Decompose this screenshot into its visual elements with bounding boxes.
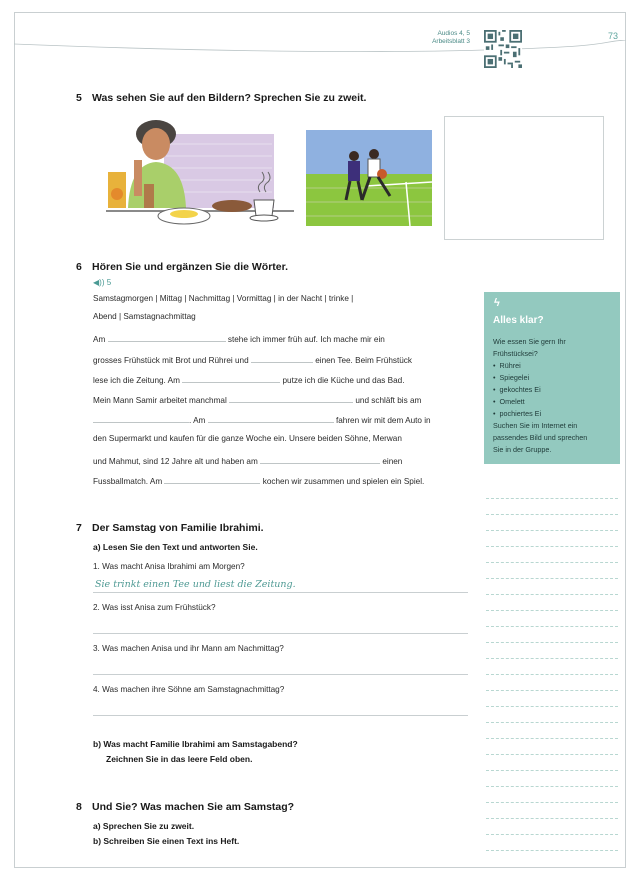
gap-8[interactable] (164, 475, 260, 484)
sidebar-question-2: Frühstücksei? (493, 349, 538, 358)
question-2: 2. Was isst Anisa zum Frühstück? (93, 603, 216, 612)
note-line (486, 498, 618, 499)
note-line (486, 706, 618, 707)
note-line (486, 690, 618, 691)
question-4: 4. Was machen ihre Söhne am Samstagnachmittag? (93, 685, 285, 694)
note-line (486, 738, 618, 739)
exercise-8a-instruction: a) Sprechen Sie zu zweit. (93, 821, 195, 831)
word-bank-line-1: Samstagmorgen | Mittag | Nachmittag | Vormittag | in der Nacht | trinke | (93, 294, 354, 303)
question-3: 3. Was machen Anisa und ihr Mann am Nachmittag? (93, 644, 284, 653)
answer-line-2[interactable] (93, 633, 468, 634)
lightning-icon: ϟ (494, 297, 500, 309)
gap-5[interactable] (93, 414, 189, 423)
gap-2[interactable] (251, 354, 313, 363)
sidebar-list-item: • gekochtes Ei (493, 385, 541, 394)
gap-1[interactable] (108, 333, 226, 342)
audio-reference: Audios 4, 5 Arbeitsblatt 3 (432, 30, 470, 45)
sidebar-title: Alles klar? (493, 315, 544, 326)
note-line (486, 546, 618, 547)
answer-line-3[interactable] (93, 674, 468, 675)
page-number: 73 (607, 31, 618, 41)
gap-4[interactable] (229, 394, 353, 403)
exercise-7b-instruction: b) Was macht Familie Ibrahimi am Samstagabend? (93, 739, 298, 749)
note-line (486, 674, 618, 675)
answer-line-1[interactable] (93, 592, 468, 593)
exercise-7b-instruction-2: Zeichnen Sie in das leere Feld oben. (106, 754, 253, 764)
text-line-8: Fussballmatch. Am kochen wir zusammen und spielen ein Spiel. (93, 477, 425, 486)
note-line (486, 626, 618, 627)
note-line (486, 658, 618, 659)
note-line (486, 834, 618, 835)
text-line-7: und Mahmut, sind 12 Jahre alt und haben am einen (93, 457, 403, 466)
exercise-7a-instruction: a) Lesen Sie den Text und antworten Sie. (93, 542, 258, 552)
text-line-3: lese ich die Zeitung. Am putze ich die Küche und das Bad. (93, 376, 405, 385)
text-line-1: Am stehe ich immer früh auf. Ich mache mir ein (93, 335, 385, 344)
text-line-4: Mein Mann Samir arbeitet manchmal und schläft bis am (93, 396, 422, 405)
note-line (486, 578, 618, 579)
note-line (486, 754, 618, 755)
sidebar-list-item: • Spiegelei (493, 373, 530, 382)
exercise-6-title: 6 Hören Sie und ergänzen Sie die Wörter. (76, 261, 289, 273)
note-line (486, 722, 618, 723)
sidebar-list-item: • Rührei (493, 361, 521, 370)
gap-3[interactable] (182, 374, 280, 383)
speaker-icon: ◀)) (93, 278, 105, 287)
exercise-8-title: 8 Und Sie? Was machen Sie am Samstag? (76, 801, 295, 813)
exercise-5-title: 5 Was sehen Sie auf den Bildern? Sprechen Sie zu zweit. (76, 92, 367, 104)
note-line (486, 514, 618, 515)
text-line-6: den Supermarkt und kaufen für die ganze Woche ein. Unsere beiden Söhne, Merwan (93, 434, 402, 443)
question-1: 1. Was macht Anisa Ibrahimi am Morgen? (93, 562, 245, 571)
text-line-2: grosses Frühstück mit Brot und Rührei und einen Tee. Beim Frühstück (93, 356, 412, 365)
exercise-7-title: 7 Der Samstag von Familie Ibrahimi. (76, 522, 264, 534)
sidebar-task-3: Sie in der Gruppe. (493, 445, 552, 454)
note-line (486, 802, 618, 803)
exercise-8b-instruction: b) Schreiben Sie einen Text ins Heft. (93, 836, 240, 846)
qr-code[interactable] (484, 30, 522, 68)
gap-6[interactable] (208, 414, 334, 423)
sidebar-list-item: • pochiertes Ei (493, 409, 542, 418)
header-divider (14, 40, 626, 62)
breakfast-illustration (104, 112, 296, 244)
note-line (486, 610, 618, 611)
note-line (486, 642, 618, 643)
football-illustration (306, 130, 432, 226)
gap-7[interactable] (260, 455, 380, 464)
answer-line-4[interactable] (93, 715, 468, 716)
note-line (486, 850, 618, 851)
note-line (486, 786, 618, 787)
sidebar-task-1: Suchen Sie im Internet ein (493, 421, 578, 430)
audio-track[interactable]: ◀)) 5 (93, 278, 112, 287)
note-line (486, 530, 618, 531)
sidebar-task-2: passendes Bild und sprechen (493, 433, 588, 442)
note-line (486, 818, 618, 819)
drawing-box[interactable] (444, 116, 604, 240)
sidebar-question-1: Wie essen Sie gern Ihr (493, 337, 566, 346)
note-line (486, 770, 618, 771)
note-line (486, 594, 618, 595)
note-line (486, 562, 618, 563)
sidebar-list-item: • Omelett (493, 397, 525, 406)
text-line-5: . Am fahren wir mit dem Auto in (93, 414, 431, 425)
word-bank-line-2: Abend | Samstagnachmittag (93, 312, 196, 321)
answer-1-example: Sie trinkt einen Tee und liest die Zeitung. (95, 579, 296, 590)
